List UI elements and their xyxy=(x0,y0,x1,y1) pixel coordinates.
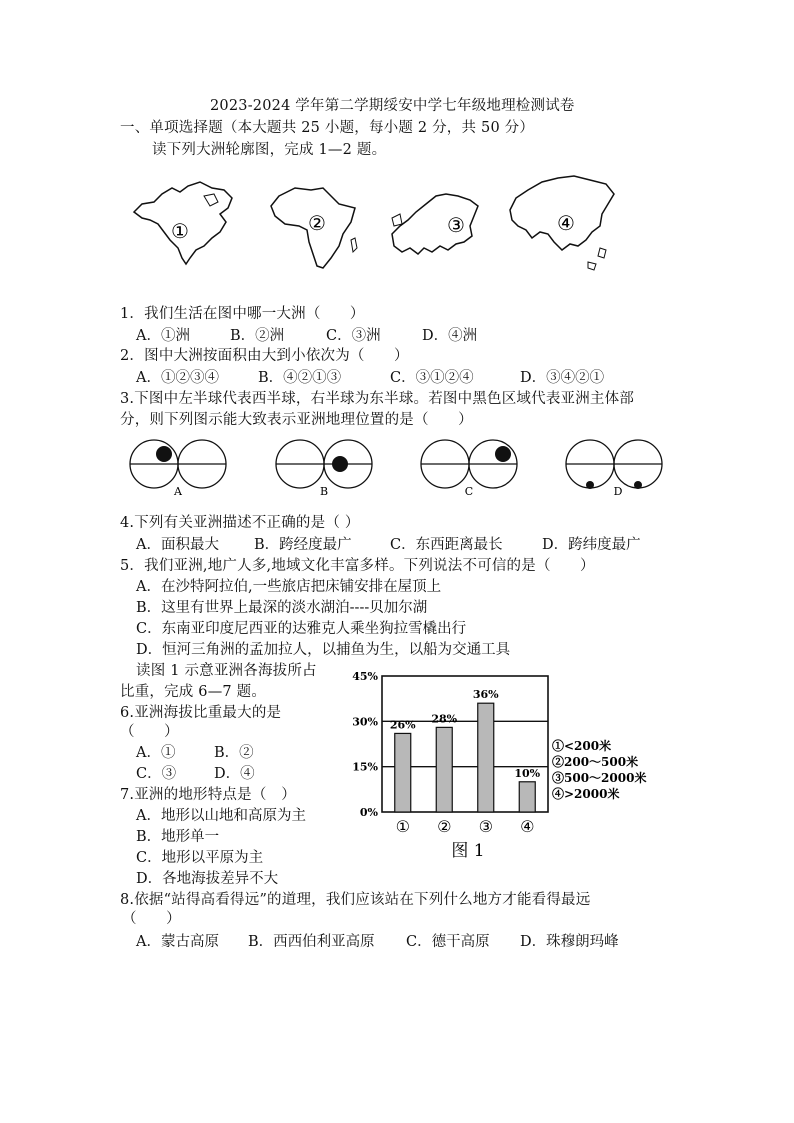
bar xyxy=(519,782,535,812)
x-tick-label: ④ xyxy=(520,817,535,836)
question-6-stem-line2: （ ） xyxy=(120,724,179,740)
question-1-option-b: B．②洲 xyxy=(230,328,285,344)
intro-q1-2: 读下列大洲轮廓图，完成 1—2 题。 xyxy=(152,142,387,158)
question-2-stem: 2．图中大洲按面积由大到小依次为（ ） xyxy=(120,348,409,364)
question-5-option-c: C．东南亚印度尼西亚的达雅克人乘坐狗拉雪橇出行 xyxy=(136,621,467,637)
question-6-option-a: A．① xyxy=(136,745,176,761)
question-6-option-b: B．② xyxy=(214,745,254,761)
x-tick-label: ③ xyxy=(478,817,493,836)
question-6-option-c: C．③ xyxy=(136,766,177,782)
question-7-option-d: D．各地海拔差异不大 xyxy=(136,871,279,887)
question-8-stem-line2: （ ） xyxy=(122,911,181,927)
diagram-label-b: B xyxy=(319,485,329,498)
question-6-stem-line1: 6.亚洲海拔比重最大的是 xyxy=(120,705,282,721)
question-5-option-a: A．在沙特阿拉伯,一些旅店把床铺安排在屋顶上 xyxy=(136,579,442,595)
question-8-option-a: A．蒙古高原 xyxy=(136,934,219,950)
question-4-stem: 4.下列有关亚洲描述不正确的是（ ） xyxy=(120,515,360,531)
question-2-option-b: B．④②①③ xyxy=(258,370,342,386)
bar-value-label: 28% xyxy=(431,712,458,726)
question-6-option-d: D．④ xyxy=(214,766,255,782)
question-4-option-c: C．东西距离最长 xyxy=(390,537,503,553)
asia-dot-marker xyxy=(634,481,642,489)
bar-value-label: 10% xyxy=(514,766,541,780)
bar xyxy=(436,727,452,812)
x-tick-label: ① xyxy=(395,817,410,836)
bar-value-label: 36% xyxy=(472,688,499,702)
question-5-option-d: D．恒河三角洲的孟加拉人，以捕鱼为生，以船为交通工具 xyxy=(136,642,511,658)
legend-entry: ①<200米 xyxy=(552,739,612,753)
legend-entry: ②200～500米 xyxy=(552,755,639,769)
hemisphere-diagram-c xyxy=(421,438,521,498)
question-4-option-b: B．跨经度最广 xyxy=(254,537,352,553)
question-7-stem: 7.亚洲的地形特点是（ ） xyxy=(120,787,296,803)
y-tick-label: 15% xyxy=(352,760,378,774)
question-8-option-b: B．西西伯利亚高原 xyxy=(248,934,375,950)
question-7-option-a: A．地形以山地和高原为主 xyxy=(136,808,306,824)
bar-value-label: 26% xyxy=(389,718,416,732)
question-2-option-a: A．①②③④ xyxy=(136,370,219,386)
figure-caption: 图 1 xyxy=(451,841,485,861)
question-8-option-c: C．德干高原 xyxy=(406,934,490,950)
continent-label-1: ① xyxy=(171,219,189,243)
question-1-option-a: A．①洲 xyxy=(136,328,190,344)
hemisphere-diagram-a xyxy=(130,438,230,498)
hemisphere-diagram-b xyxy=(276,438,376,498)
asia-dot-marker xyxy=(586,481,594,489)
question-7-option-c: C．地形以平原为主 xyxy=(136,850,264,866)
continent-map-2 xyxy=(265,182,365,272)
continent-map-3 xyxy=(384,190,484,265)
bar xyxy=(478,703,494,812)
y-tick-label: 45% xyxy=(352,670,378,683)
section-heading: 一、单项选择题（本大题共 25 小题，每小题 2 分，共 50 分） xyxy=(120,120,535,136)
elevation-bar-chart xyxy=(340,664,660,864)
continent-map-1 xyxy=(128,178,248,268)
x-tick-label: ② xyxy=(437,817,452,836)
legend-entry: ③500～2000米 xyxy=(552,771,647,785)
diagram-label-c: C xyxy=(464,485,474,498)
question-2-option-d: D．③④②① xyxy=(520,370,605,386)
question-8-option-d: D．珠穆朗玛峰 xyxy=(520,934,619,950)
question-3-stem-line2: 分，则下列图示能大致表示亚洲地理位置的是（ ） xyxy=(120,412,473,428)
question-4-option-a: A．面积最大 xyxy=(136,537,219,553)
question-1-option-c: C．③洲 xyxy=(326,328,381,344)
question-5-stem: 5．我们亚洲,地广人多,地域文化丰富多样。下列说法不可信的是（ ） xyxy=(120,558,595,574)
legend-entry: ④>2000米 xyxy=(552,787,620,801)
diagram-label-d: D xyxy=(613,485,623,498)
question-3-stem-line1: 3.下图中左半球代表西半球，右半球为东半球。若图中黑色区域代表亚洲主体部 xyxy=(120,391,635,407)
question-1-stem: 1．我们生活在图中哪一大洲（ ） xyxy=(120,306,365,322)
question-4-option-d: D．跨纬度最广 xyxy=(542,537,641,553)
continent-label-4: ④ xyxy=(557,211,575,235)
intro-q6-7-line1: 读图 1 示意亚洲各海拔所占 xyxy=(136,663,317,679)
diagram-label-a: A xyxy=(174,485,182,498)
continent-label-2: ② xyxy=(308,211,326,235)
y-tick-label: 30% xyxy=(352,715,378,729)
continent-label-3: ③ xyxy=(447,213,465,237)
bar xyxy=(395,733,411,812)
hemisphere-diagram-d xyxy=(566,438,666,498)
asia-dot-marker xyxy=(332,456,348,472)
exam-title: 2023-2024 学年第二学期绥安中学七年级地理检测试卷 xyxy=(210,98,575,114)
asia-dot-marker xyxy=(156,446,172,462)
question-2-option-c: C．③①②④ xyxy=(390,370,474,386)
continent-map-4 xyxy=(502,170,620,280)
question-7-option-b: B．地形单一 xyxy=(136,829,220,845)
asia-dot-marker xyxy=(495,446,511,462)
question-8-stem-line1: 8.依据“站得高看得远”的道理，我们应该站在下列什么地方才能看得最远 xyxy=(120,892,591,908)
y-tick-label: 0% xyxy=(359,806,378,819)
question-1-option-d: D．④洲 xyxy=(422,328,478,344)
europe-outline xyxy=(392,194,478,254)
intro-q6-7-line2: 比重，完成 6—7 题。 xyxy=(120,684,267,700)
question-5-option-b: B．这里有世界上最深的淡水湖泊----贝加尔湖 xyxy=(136,600,428,616)
